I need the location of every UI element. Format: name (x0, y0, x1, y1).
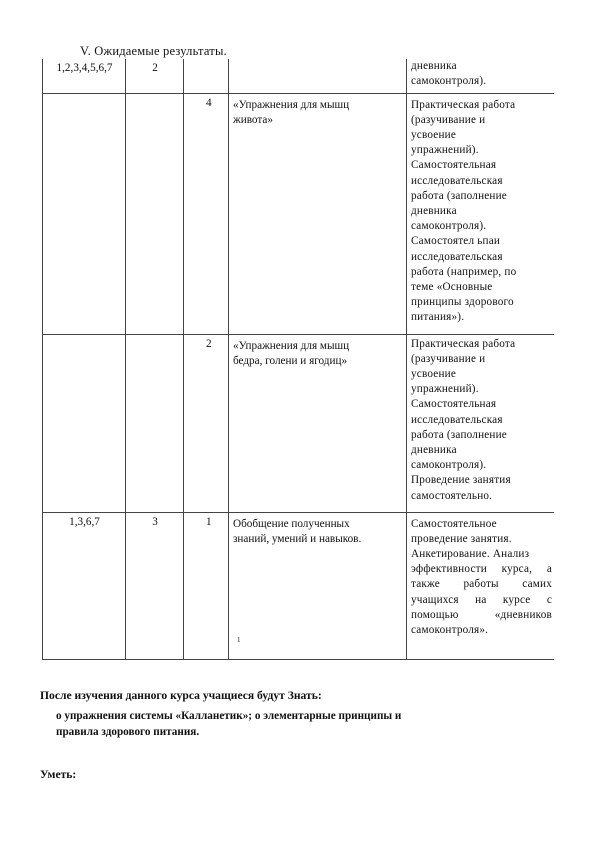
topic-cell (229, 94, 406, 128)
results-table (42, 59, 554, 660)
text-line: работа (например, по (411, 265, 517, 278)
text-line: дневника (411, 60, 457, 72)
text-line: усвоение (411, 128, 457, 141)
table-row (43, 59, 555, 93)
text-line: теме «Основные (411, 280, 493, 293)
text-line: дневника (411, 443, 457, 456)
text-line: принципы здорового (411, 296, 514, 309)
text-line: Проведение занятия (411, 474, 511, 487)
text-line: работа (заполнение (411, 189, 507, 202)
topic-cell (229, 335, 406, 369)
footnote-mark: 1 (237, 635, 241, 644)
table-row (43, 334, 555, 512)
table-cell (229, 59, 406, 61)
text-line: (разучивание и (411, 113, 486, 126)
table-cell: 1,2,3,4,5,6,7 (56, 62, 113, 74)
text-line: самоконтроля). (411, 75, 487, 88)
section-heading: V. Ожидаемые результаты. (80, 44, 227, 58)
table-cell: 4 (206, 96, 212, 109)
text-line: также работы самих (411, 578, 552, 591)
table-cell (184, 59, 228, 61)
text-line: проведение занятия. (411, 532, 512, 545)
knowledge-line: о упражнения системы «Калланетик»; о элементарные принципы и (56, 710, 402, 722)
text-line: знаний, умений и навыков. (233, 532, 362, 545)
text-line: Практическая работа (411, 337, 516, 350)
text-line: исследовательская (411, 413, 503, 426)
after-course-intro: После изучения данного курса учащиеся будут Знать: (40, 689, 322, 702)
text-line: Самостоятельная (411, 398, 497, 411)
description-cell (407, 94, 554, 326)
table-row (43, 93, 555, 334)
text-line: исследовательская (411, 250, 503, 263)
text-line: учащихся на курсе с (411, 593, 552, 606)
text-line: самоконтроля». (411, 623, 489, 636)
text-line: усвоение (411, 367, 457, 380)
text-line: Самостоятельное (411, 517, 497, 530)
text-line: помощью «дневников (411, 608, 552, 621)
description-cell (407, 335, 554, 504)
description-cell (407, 513, 554, 639)
text-line: Самостоятельная (411, 159, 497, 172)
table-cell: 1,3,6,7 (69, 515, 100, 528)
text-line: питания»). (411, 311, 465, 324)
table-cell: 3 (152, 515, 158, 528)
table-cell (43, 94, 125, 96)
table-cell: 1 (206, 515, 212, 528)
text-line: «Упражнения для мышц (233, 98, 350, 111)
text-line: (разучивание и (411, 352, 486, 365)
table-cell (126, 335, 183, 337)
text-line: самостоятельно. (411, 489, 493, 502)
text-line: бедра, голени и ягодиц» (233, 354, 348, 367)
table-cell (43, 335, 125, 337)
skills-label: Уметь: (40, 768, 77, 781)
text-line: работа (заполнение (411, 428, 507, 441)
knowledge-line: правила здорового питания. (56, 726, 200, 738)
text-line: Анкетирование. Анализ (411, 547, 530, 560)
table-cell: 2 (206, 337, 212, 350)
text-line: Практическая работа (411, 98, 516, 111)
table-row (43, 512, 555, 659)
topic-cell (229, 513, 406, 649)
text-line: Самостоятел ьпаи (411, 235, 501, 248)
table-cell (126, 94, 183, 96)
text-line: дневника (411, 204, 457, 217)
description-cell (407, 59, 554, 89)
text-line: самоконтроля). (411, 459, 487, 472)
text-line: самоконтроля). (411, 220, 487, 233)
table-cell: 2 (152, 62, 158, 74)
text-line: упражнений). (411, 144, 479, 157)
text-line: исследовательская (411, 174, 503, 187)
text-line: эффективности курса, а (411, 563, 552, 576)
text-line: «Упражнения для мышц (233, 339, 350, 352)
text-line: живота» (233, 113, 273, 126)
text-line: упражнений). (411, 383, 479, 396)
text-line: Обобщение полученных (233, 517, 350, 530)
